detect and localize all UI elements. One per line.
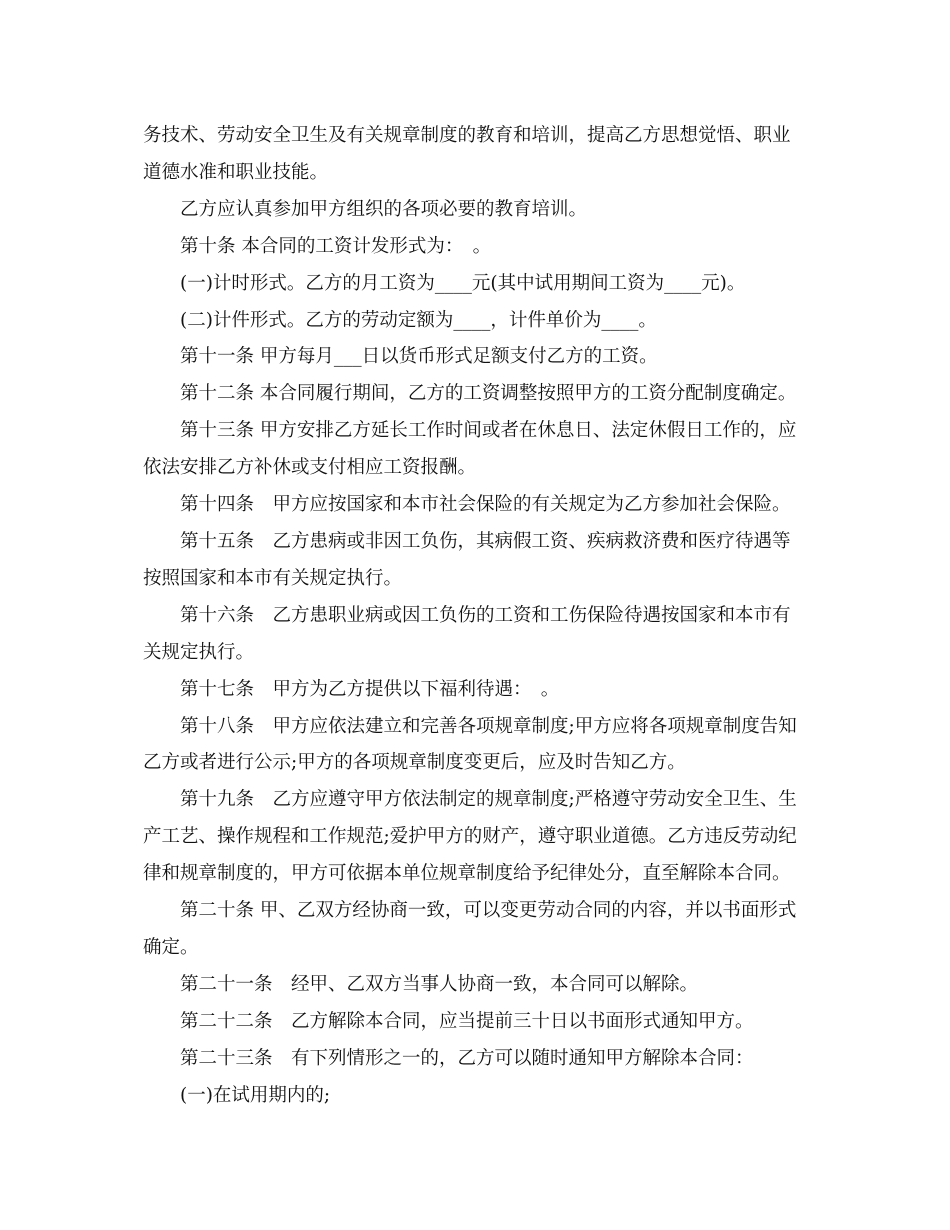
- clause-10: 第十条 本合同的工资计发形式为： 。: [180, 235, 492, 257]
- clause-10-item-1: (一)计时形式。乙方的月工资为____元(其中试用期间工资为____元)。: [180, 272, 746, 294]
- clause-12: 第十二条 本合同履行期间，乙方的工资调整按照甲方的工资分配制度确定。: [180, 383, 797, 405]
- clause-20: 第二十条 甲、乙双方经协商一致，可以变更劳动合同的内容，并以书面形式确定。: [143, 900, 797, 958]
- clause-23-item-1: (一)在试用期内的;: [180, 1084, 331, 1106]
- clause-21: 第二十一条 经甲、乙双方当事人协商一致，本合同可以解除。: [180, 973, 699, 995]
- clause-22: 第二十二条 乙方解除本合同，应当提前三十日以书面形式通知甲方。: [180, 1010, 754, 1032]
- paragraph-training: 乙方应认真参加甲方组织的各项必要的教育培训。: [180, 198, 588, 220]
- clause-10-item-2: (二)计件形式。乙方的劳动定额为____，计件单价为____。: [180, 309, 657, 331]
- paragraph-continuation: 务技术、劳动安全卫生及有关规章制度的教育和培训，提高乙方思想觉悟、职业道德水准和职业技能。: [143, 125, 791, 183]
- clause-11: 第十一条 甲方每月___日以货币形式足额支付乙方的工资。: [180, 346, 658, 368]
- clause-18: 第十八条 甲方应依法建立和完善各项规章制度;甲方应将各项规章制度告知乙方或者进行公示;甲方的各项规章制度变更后，应及时告知乙方。: [143, 715, 797, 774]
- document-body: [143, 118, 807, 1114]
- clause-16: 第十六条 乙方患职业病或因工负伤的工资和工伤保险待遇按国家和本市有关规定执行。: [143, 604, 791, 663]
- clause-23: 第二十三条 有下列情形之一的，乙方可以随时通知甲方解除本合同：: [180, 1047, 754, 1069]
- clause-19: 第十九条 乙方应遵守甲方依法制定的规章制度;严格遵守劳动安全卫生、生产工艺、操作规程和工作规范;爱护甲方的财产，遵守职业道德。乙方违反劳动纪律和规章制度的，甲方可依据本单位规章制度给予纪律处分，直至解除本合同。: [143, 789, 797, 885]
- clause-13: 第十三条 甲方安排乙方延长工作时间或者在休息日、法定休假日工作的，应依法安排乙方补休或支付相应工资报酬。: [143, 420, 797, 479]
- clause-17: 第十七条 甲方为乙方提供以下福利待遇： 。: [180, 678, 560, 700]
- clause-15: 第十五条 乙方患病或非因工负伤，其病假工资、疾病救济费和医疗待遇等按照国家和本市有关规定执行。: [143, 530, 791, 589]
- clause-14: 第十四条 甲方应按国家和本市社会保险的有关规定为乙方参加社会保险。: [180, 494, 791, 516]
